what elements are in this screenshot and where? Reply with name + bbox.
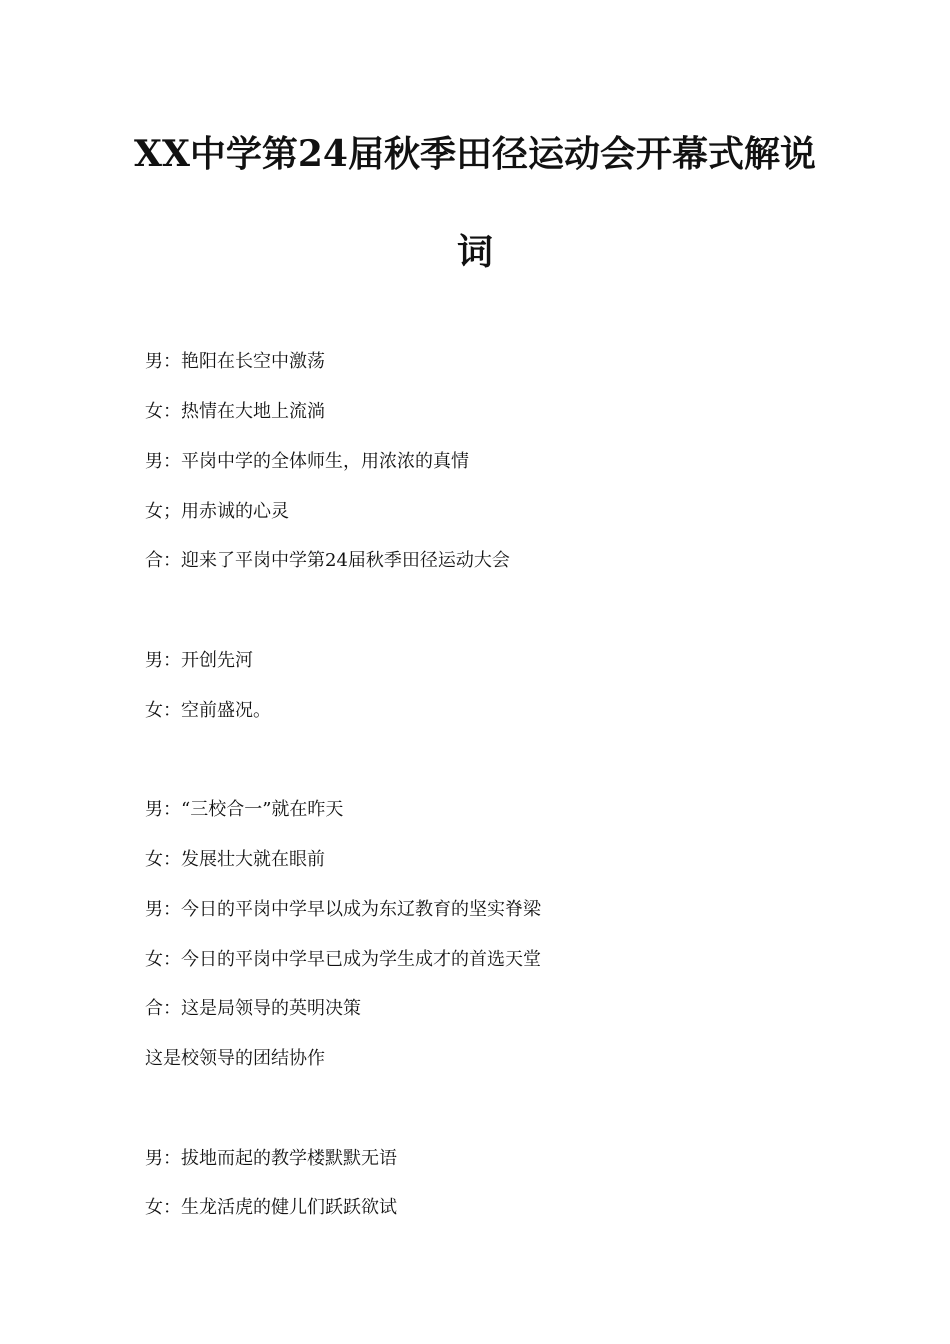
speech-line: 男：拔地而起的教学楼默默无语 bbox=[145, 1148, 397, 1169]
speech-line: 合：这是局领导的英明决策 bbox=[145, 998, 361, 1019]
document-title-line-2: 词 bbox=[456, 231, 493, 273]
speech-line: 女；用赤诚的心灵 bbox=[145, 501, 289, 522]
document-title-line-1: XX中学第24届秋季田径运动会开幕式解说 bbox=[134, 133, 816, 175]
speech-line: 男：艳阳在长空中激荡 bbox=[145, 351, 325, 372]
speech-line: 男：开创先河 bbox=[145, 650, 253, 671]
speech-line: 女：生龙活虎的健儿们跃跃欲试 bbox=[145, 1197, 397, 1218]
speech-line: 这是校领导的团结协作 bbox=[145, 1048, 325, 1069]
speech-line: 男：平岗中学的全体师生，用浓浓的真情 bbox=[145, 451, 469, 472]
speech-line: 合：迎来了平岗中学第24届秋季田径运动大会 bbox=[145, 550, 510, 571]
speech-line: 女：空前盛况。 bbox=[145, 700, 271, 721]
speech-line: 女：今日的平岗中学早已成为学生成才的首选天堂 bbox=[145, 949, 541, 970]
speech-line: 男：今日的平岗中学早以成为东辽教育的坚实脊梁 bbox=[145, 899, 541, 920]
speech-line: 男：“三校合一”就在昨天 bbox=[145, 799, 344, 820]
speech-line: 女：发展壮大就在眼前 bbox=[145, 849, 325, 870]
speech-line: 女：热情在大地上流淌 bbox=[145, 401, 325, 422]
